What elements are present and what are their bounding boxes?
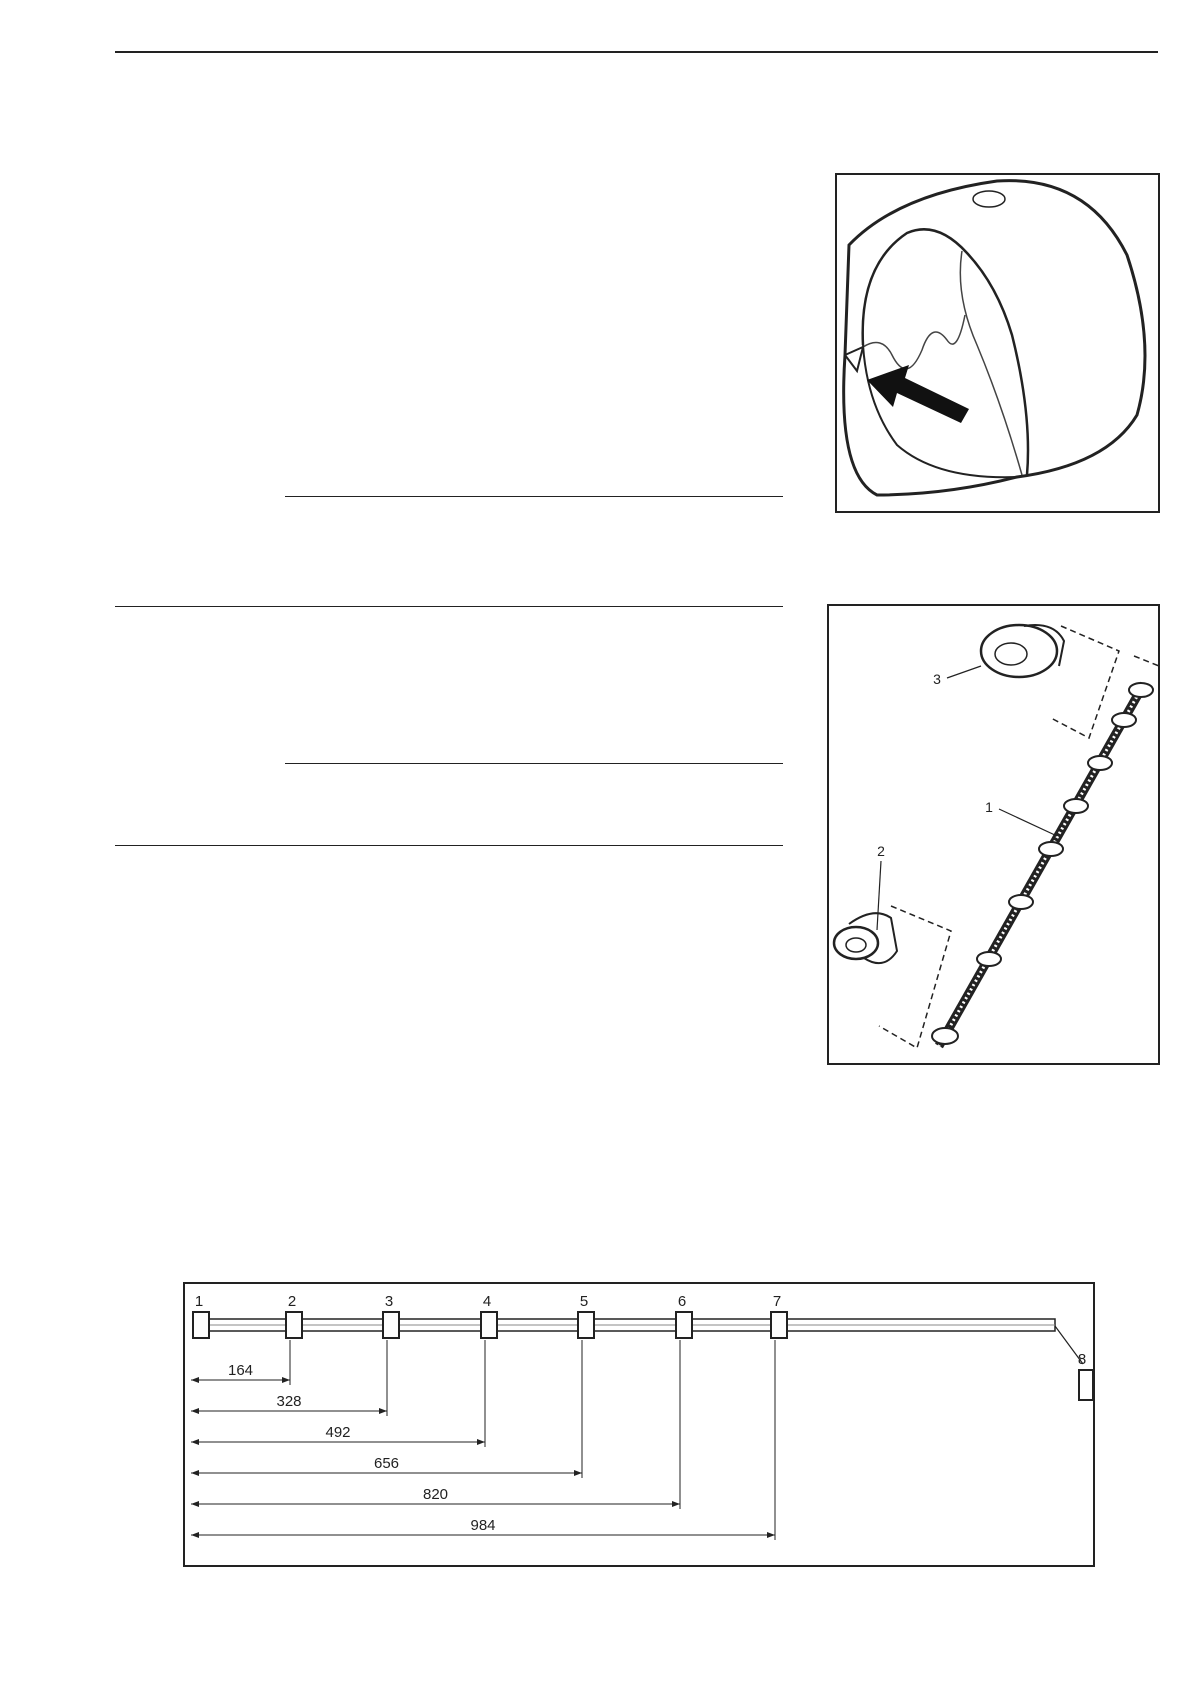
dimension-164 [191,1340,290,1385]
arrow-icon [867,365,969,423]
flange-part [981,625,1064,677]
collar-2 [286,1312,302,1338]
position-label-5: 5 [579,1293,589,1310]
dimension-label-656: 656 [373,1455,400,1472]
bushing-inner-edge [863,229,1028,475]
mandrel-dimension-drawing [185,1284,1093,1565]
section-rule-full-2 [115,845,783,846]
dimension-492 [191,1340,485,1447]
tool-set-figure [827,604,1160,1065]
loose-collar-8 [1079,1370,1093,1400]
section-rule-full-1 [115,606,783,607]
label-3: 3 [933,671,941,687]
section-rule-short-1 [285,496,783,497]
bushing-part [834,913,897,963]
position-label-8: 8 [1077,1351,1087,1368]
label-2: 2 [877,843,885,859]
position-label-3: 3 [384,1293,394,1310]
collar-6 [676,1312,692,1338]
header-rule [115,51,1158,53]
bearing-bushing-figure [835,173,1160,513]
position-label-7: 7 [772,1293,782,1310]
collar-4 [481,1312,497,1338]
position-label-2: 2 [287,1293,297,1310]
mandrel-dimension-figure [183,1282,1095,1567]
dimension-984 [191,1340,775,1540]
dimension-lines [191,1340,775,1540]
dimension-label-328: 328 [276,1393,302,1410]
dimension-328 [191,1340,387,1416]
label-1: 1 [985,799,993,815]
collar-5 [578,1312,594,1338]
dimension-label-164: 164 [227,1362,254,1379]
dimension-820 [191,1340,680,1509]
bushing-dash-guide [879,906,951,1048]
oil-hole [973,191,1005,207]
collar-7 [771,1312,787,1338]
dimension-label-984: 984 [470,1517,496,1534]
dimension-label-820: 820 [422,1486,449,1503]
bearing-bushing-illustration [837,175,1158,511]
section-rule-short-2 [285,763,783,764]
bushing-notch [845,347,863,371]
flange-dash-guide [1051,626,1119,738]
position-label-1: 1 [194,1293,204,1310]
position-label-4: 4 [482,1293,492,1310]
bushing-outer-edge [844,181,1145,495]
position-label-6: 6 [677,1293,687,1310]
bushing-seam [863,315,965,369]
collar-1 [193,1312,209,1338]
dimension-label-492: 492 [325,1424,351,1441]
collar-3 [383,1312,399,1338]
tool-set-illustration [829,606,1158,1063]
threaded-rod [939,684,1144,1046]
